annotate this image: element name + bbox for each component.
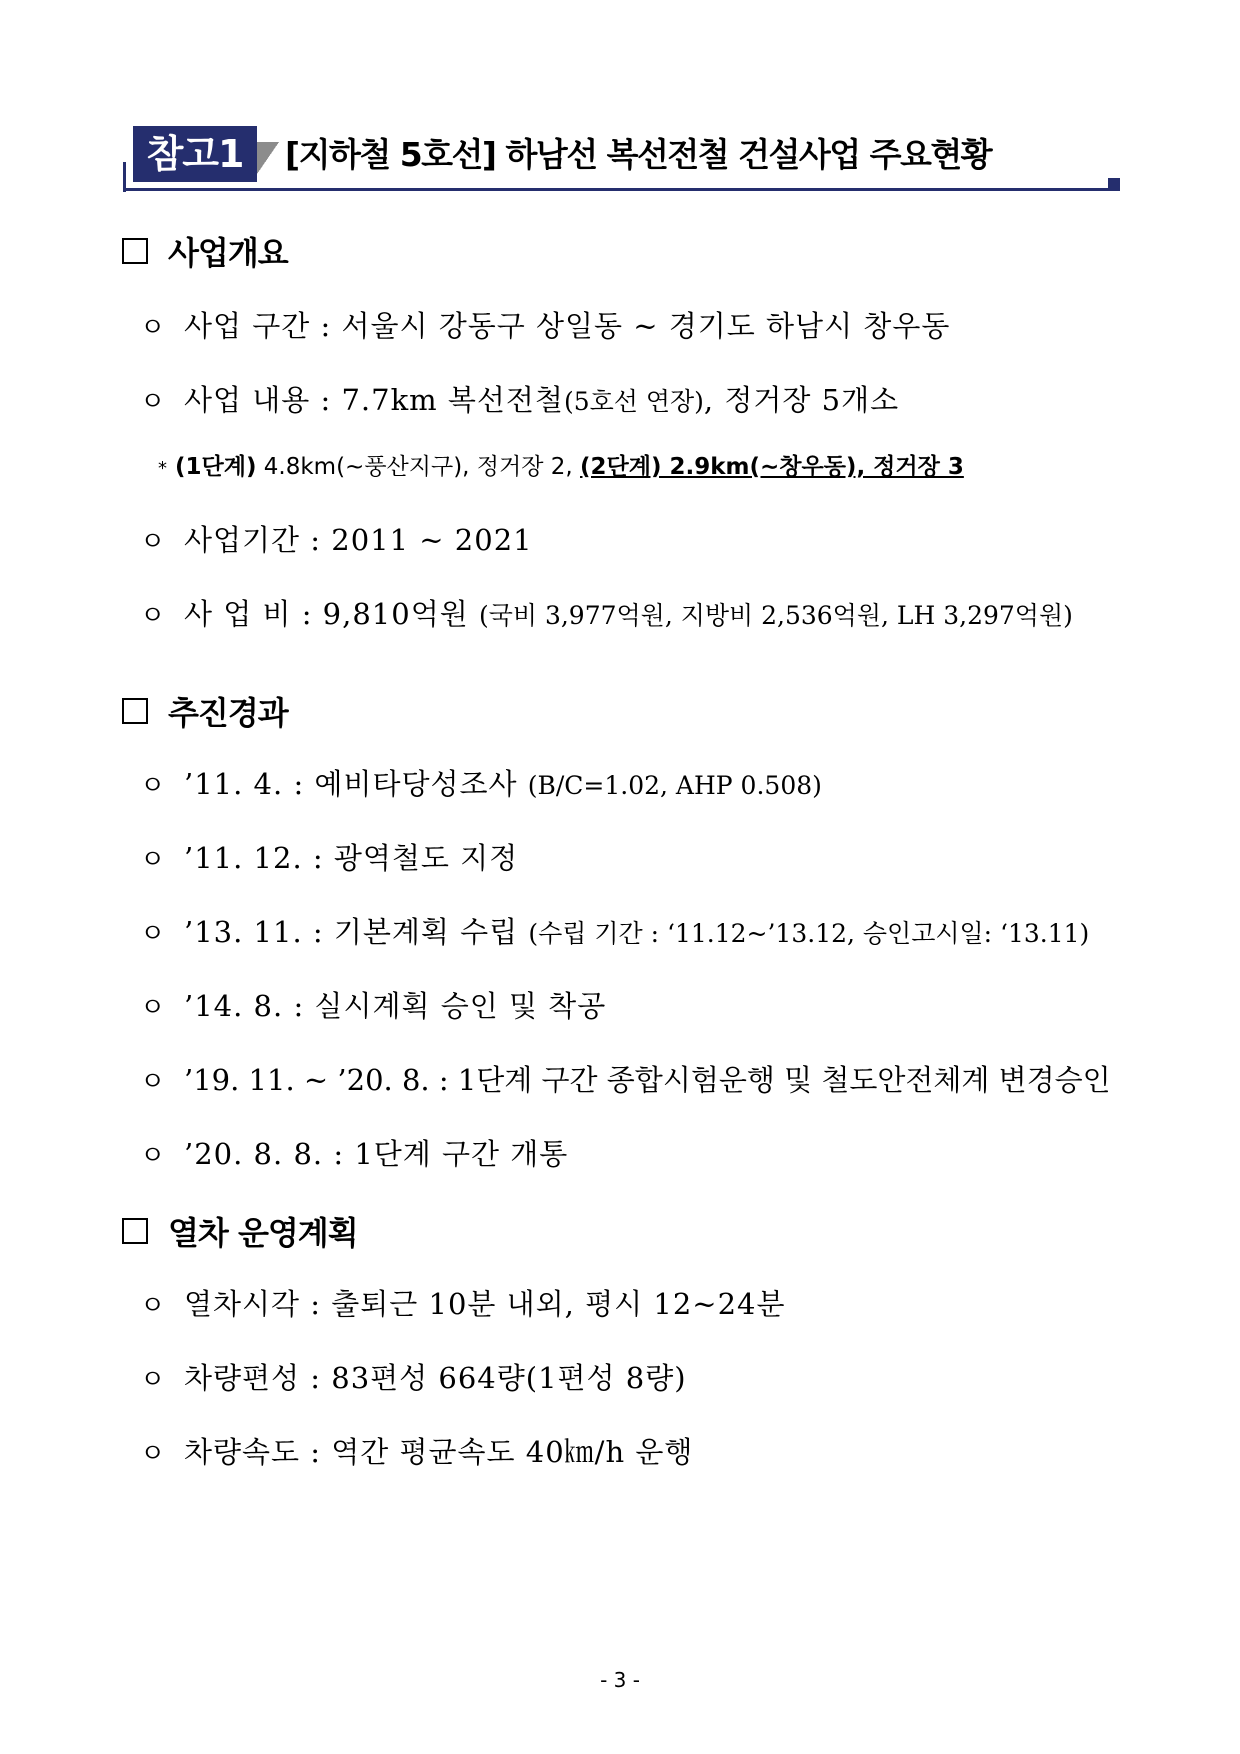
list-item xyxy=(140,1356,687,1397)
document-title-block xyxy=(123,126,1123,192)
list-item xyxy=(140,378,899,419)
list-item xyxy=(140,762,822,803)
list-item xyxy=(140,1430,693,1471)
item-text: ’19. 11. ~ ’20. 8. : 1단계 구간 종합시험운행 및 철도안전체계 변경승인 xyxy=(184,1063,1111,1097)
list-item xyxy=(140,304,950,345)
section-heading-operation xyxy=(122,1208,358,1254)
bullet-icon: ㅇ xyxy=(140,527,167,557)
section-title: 추진경과 xyxy=(168,694,288,732)
section-heading-overview xyxy=(122,228,288,274)
checkbox-square-icon xyxy=(122,1218,148,1244)
checkbox-square-icon xyxy=(122,238,148,264)
item-text: ’11. 4. : 예비타당성조사 xyxy=(184,767,528,801)
bullet-icon: ㅇ xyxy=(140,1291,167,1321)
badge-arrow xyxy=(257,142,279,174)
section-heading-progress xyxy=(122,688,288,734)
item-text: ’11. 12. : 광역철도 지정 xyxy=(184,841,519,875)
item-small-text: (국비 3,977억원, 지방비 2,536억원, LH 3,297억원) xyxy=(478,601,1073,630)
item-small-text: (B/C=1.02, AHP 0.508) xyxy=(527,771,822,800)
title-bottom-rule xyxy=(123,188,1120,191)
item-text-rest: , 정거장 5개소 xyxy=(703,383,900,417)
title-corner-square xyxy=(1108,178,1120,190)
bullet-icon: ㅇ xyxy=(140,1439,167,1469)
bullet-icon: ㅇ xyxy=(140,313,167,343)
item-text: ’14. 8. : 실시계획 승인 및 착공 xyxy=(184,989,607,1023)
bullet-icon: ㅇ xyxy=(140,993,167,1023)
item-text: ’13. 11. : 기본계획 수립 xyxy=(184,915,529,949)
item-text: 사업기간 : 2011 ~ 2021 xyxy=(184,523,533,557)
item-text: 차량편성 : 83편성 664량(1편성 8량) xyxy=(184,1361,687,1395)
checkbox-square-icon xyxy=(122,698,148,724)
bullet-icon: ㅇ xyxy=(140,1141,167,1171)
list-item xyxy=(140,1058,1111,1099)
bullet-icon: ㅇ xyxy=(140,387,167,417)
item-text: ’20. 8. 8. : 1단계 구간 개통 xyxy=(184,1137,569,1171)
reference-badge: 참고1 xyxy=(133,126,257,182)
bullet-icon: ㅇ xyxy=(140,919,167,949)
bullet-icon: ㅇ xyxy=(140,1365,167,1395)
list-item xyxy=(140,836,518,877)
note-stage2-text: (2단계) 2.9km(∼창우동), 정거장 3 xyxy=(580,454,964,480)
bullet-icon: ㅇ xyxy=(140,771,167,801)
footnote xyxy=(158,448,964,481)
list-item xyxy=(140,518,533,559)
item-text: 사업 구간 : 서울시 강동구 상일동 ~ 경기도 하남시 창우동 xyxy=(184,309,951,343)
item-text: 차량속도 : 역간 평균속도 40㎞/h 운행 xyxy=(184,1435,694,1469)
note-mark: * xyxy=(158,458,167,479)
item-text: 열차시각 : 출퇴근 10분 내외, 평시 12~24분 xyxy=(184,1287,786,1321)
item-small-text: (수립 기간 : ‘11.12~’13.12, 승인고시일: ‘13.11) xyxy=(528,919,1090,948)
item-small-text: (5호선 연장) xyxy=(563,387,704,416)
page-title: [지하철 5호선] 하남선 복선전철 건설사업 주요현황 xyxy=(285,135,992,174)
bullet-icon: ㅇ xyxy=(140,601,167,631)
note-stage1-label: (1단계) xyxy=(175,454,257,480)
item-text: 사 업 비 : 9,810억원 xyxy=(184,597,479,631)
bullet-icon: ㅇ xyxy=(140,1067,166,1097)
list-item xyxy=(140,1132,568,1173)
list-item xyxy=(140,1282,785,1323)
item-text: 사업 내용 : 7.7km 복선전철 xyxy=(184,383,564,417)
section-title: 사업개요 xyxy=(168,234,288,272)
list-item xyxy=(140,592,1073,633)
list-item xyxy=(140,984,606,1025)
note-stage1-text: 4.8km(∼풍산지구), 정거장 2, xyxy=(256,454,581,480)
section-title: 열차 운영계획 xyxy=(168,1214,358,1252)
bullet-icon: ㅇ xyxy=(140,845,167,875)
list-item xyxy=(140,910,1089,951)
page-number: - 3 - xyxy=(600,1668,640,1692)
